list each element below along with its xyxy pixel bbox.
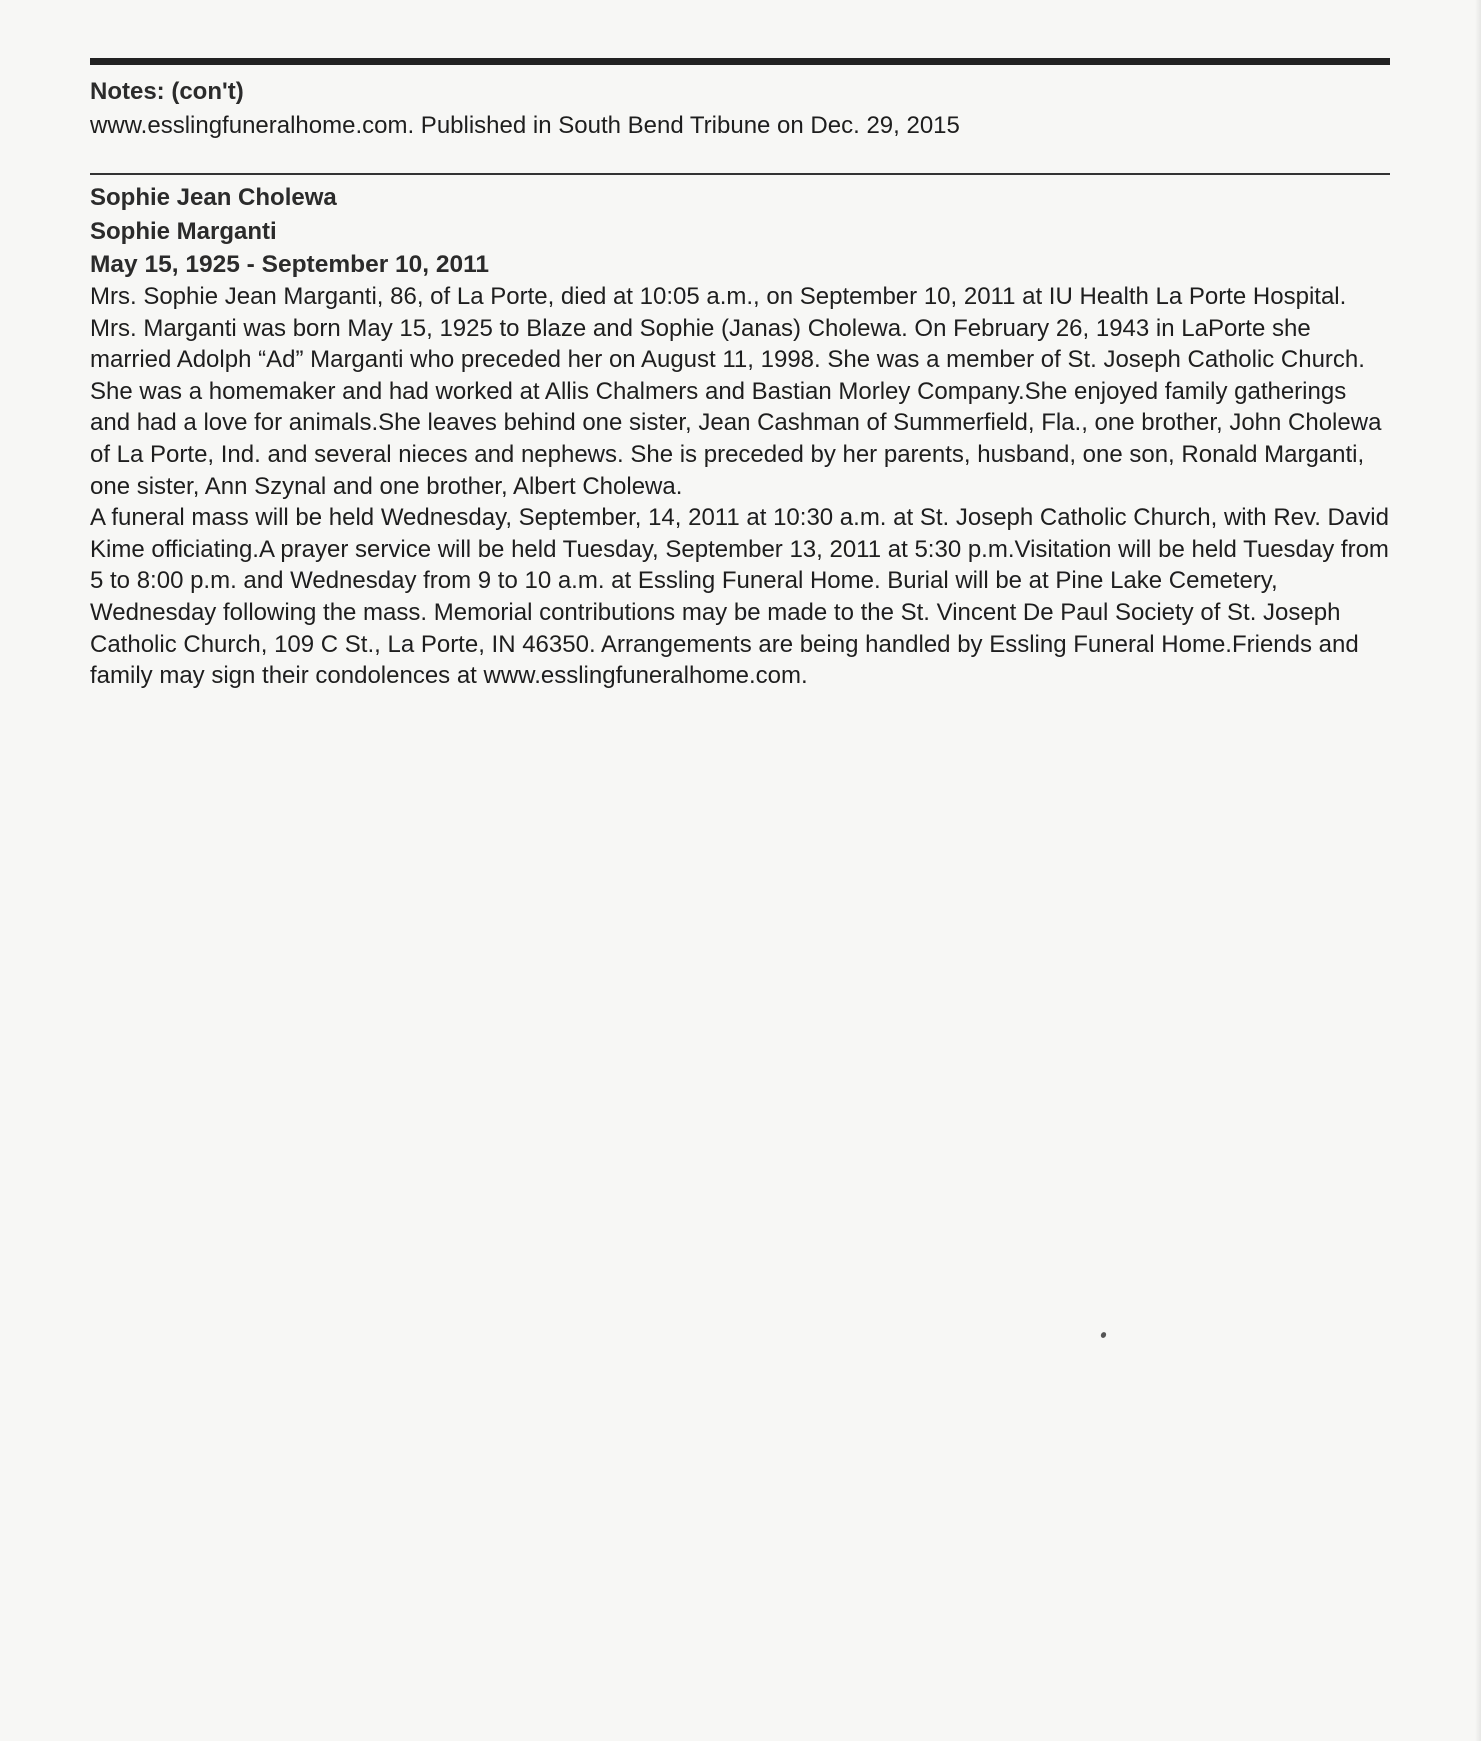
obituary-paragraph-2: A funeral mass will be held Wednesday, September, 14, 2011 at 10:30 a.m. at St. Joseph Catholic Church, with Rev. David Kime officiating.A prayer service will be held Tuesday, September 13, 2011 at 5:30 p.m.Visitation will be held Tuesday from 5 to 8:00 p.m. and Wednesday from 9 to 10 a.m. at Essling Funeral Home. Burial will be at Pine Lake Cemetery, Wednesday following the mass. Memorial contributions may be made to the St. Vincent De Paul Society of St. Joseph Catholic Church, 109 C St., La Porte, IN 46350. Arrangements are being handled by Essling Funeral Home.Friends and family may sign their condolences at www.esslingfuneralhome.com.	[90, 504, 1389, 690]
obituary-dates: May 15, 1925 - September 10, 2011	[90, 251, 490, 278]
notes-heading: Notes: (con't)	[90, 78, 244, 105]
section-rule	[90, 173, 1390, 175]
document-page	[90, 58, 1390, 692]
top-rule	[90, 58, 1390, 65]
scan-speck	[1100, 1331, 1107, 1339]
obituary-paragraph-1: Mrs. Sophie Jean Marganti, 86, of La Porte, died at 10:05 a.m., on September 10, 2011 at IU Health La Porte Hospital. Mrs. Marganti was born May 15, 1925 to Blaze and Sophie (Janas) Cholewa. On February 26, 1943 in LaPorte she married Adolph “Ad” Marganti who preceded her on August 11, 1998. She was a member of St. Joseph Catholic Church. She was a homemaker and had worked at Allis Chalmers and Bastian Morley Company.She enjoyed family gatherings and had a love for animals.She leaves behind one sister, Jean Cashman of Summerfield, Fla., one brother, John Cholewa of La Porte, Ind. and several nieces and nephews. She is preceded by her parents, husband, one son, Ronald Marganti, one sister, Ann Szynal and one brother, Albert Cholewa.	[90, 283, 1382, 500]
obituary-married-name: Sophie Marganti	[90, 218, 277, 245]
obituary-name: Sophie Jean Cholewa	[90, 184, 337, 211]
scan-edge-shade	[1475, 0, 1481, 1741]
notes-text: www.esslingfuneralhome.com. Published in South Bend Tribune on Dec. 29, 2015	[90, 112, 960, 139]
